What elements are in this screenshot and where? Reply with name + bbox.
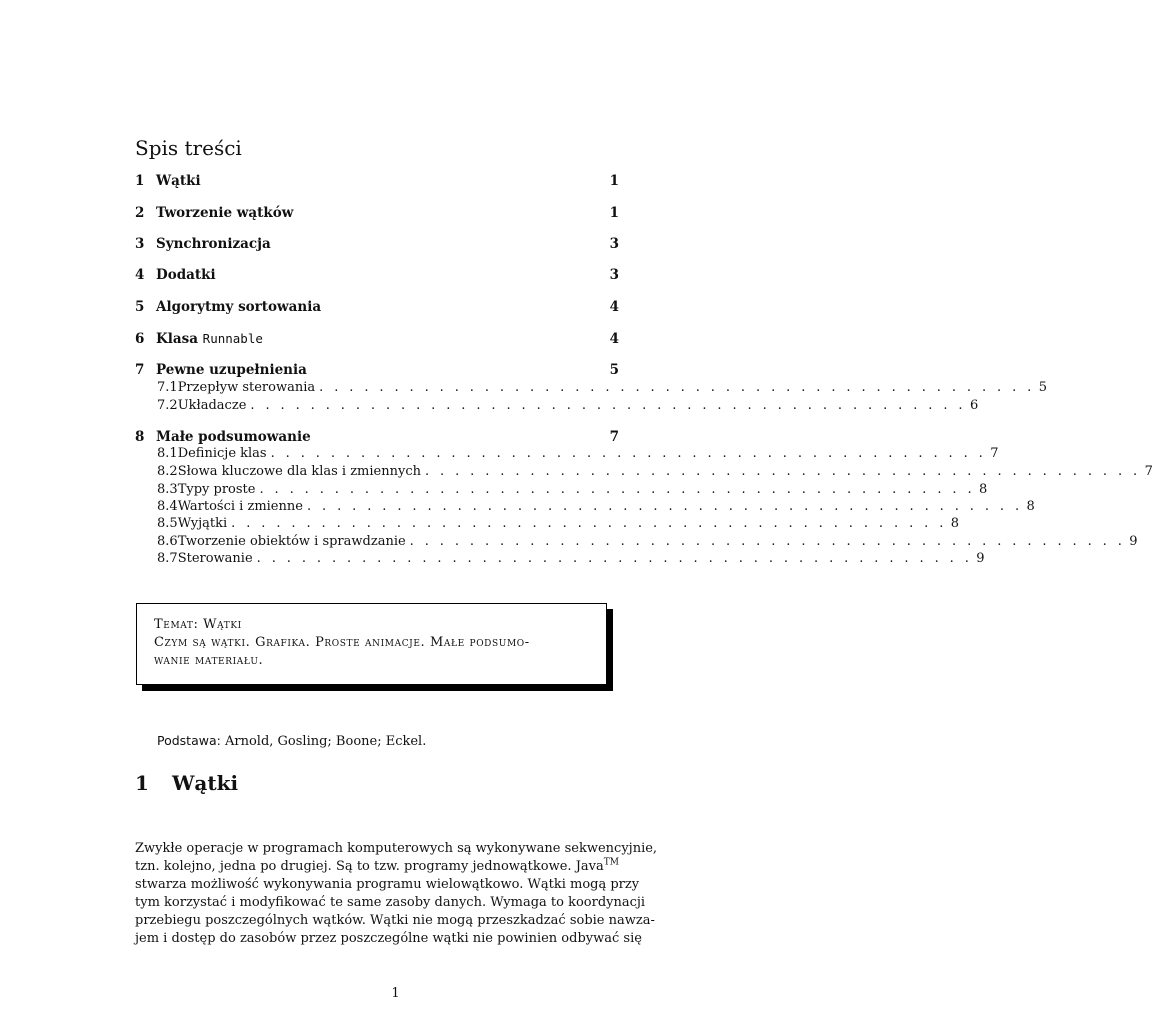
toc-subentry-title: Definicje klas	[177, 446, 267, 461]
toc-subentry-title: Sterowanie	[177, 551, 253, 566]
toc-subentry[interactable]	[157, 380, 1047, 395]
toc-entry-code: Runnable	[202, 331, 263, 346]
toc-subentry-number: 8.6	[157, 534, 178, 549]
toc-entry[interactable]	[135, 173, 619, 189]
toc-entry[interactable]	[135, 236, 619, 252]
toc-entry-page: 1	[609, 173, 619, 189]
toc-entry-number: 1	[135, 173, 145, 189]
toc-entry-page: 3	[609, 267, 619, 283]
toc-entry-page: 7	[609, 429, 619, 445]
topic-line: Czym są wątki. Grafika. Proste animacje. Małe podsumo-	[154, 635, 530, 650]
toc-subentry[interactable]	[157, 464, 1153, 479]
toc-entry-number: 3	[135, 236, 145, 252]
toc-entry-title-text: Klasa	[156, 331, 198, 347]
toc-subentry-page: 5	[1038, 380, 1047, 395]
toc-subentry-number: 8.4	[157, 499, 178, 514]
toc-entry-page: 5	[609, 362, 619, 378]
toc-entry-title: Tworzenie wątków	[156, 205, 294, 221]
toc-entry-page: 1	[609, 205, 619, 221]
topic-box	[136, 603, 607, 685]
toc-subentry-page: 7	[990, 446, 999, 461]
toc-leader-dots: . . . . . . . . . . . . . . . . . . . . . . . . . . . . . . . . . . . . . . . . . . . . . . . .	[231, 516, 947, 531]
toc-entry-page: 3	[609, 236, 619, 252]
toc-leader-dots: . . . . . . . . . . . . . . . . . . . . . . . . . . . . . . . . . . . . . . . . . . . . . . . .	[270, 446, 987, 461]
section-title: Wątki	[171, 771, 239, 795]
toc-subentry-title: Tworzenie obiektów i sprawdzanie	[177, 534, 406, 549]
basis-label: Podstawa:	[157, 733, 221, 748]
toc-subentry-title: Typy proste	[177, 482, 256, 497]
toc-subentry-number: 8.1	[157, 446, 178, 461]
toc-entry[interactable]	[135, 362, 619, 378]
toc-entry-number: 5	[135, 299, 145, 315]
toc-subentry[interactable]	[157, 516, 960, 531]
toc-title: Spis treści	[135, 136, 242, 160]
toc-subentry-page: 6	[969, 398, 979, 413]
toc-subentry-title: Układacze	[177, 398, 247, 413]
paragraph-line: jem i dostęp do zasobów przez poszczególne wątki nie powinien odbywać się	[135, 931, 642, 946]
toc-leader-dots: . . . . . . . . . . . . . . . . . . . . . . . . . . . . . . . . . . . . . . . . . . . . . . . .	[256, 551, 973, 566]
toc-leader-dots: . . . . . . . . . . . . . . . . . . . . . . . . . . . . . . . . . . . . . . . . . . . . . . . .	[306, 499, 1023, 514]
toc-subentry[interactable]	[157, 398, 979, 413]
paragraph-line	[135, 858, 619, 876]
toc-subentry[interactable]	[157, 499, 1035, 514]
section-heading	[135, 771, 238, 795]
paragraph-line: Zwykłe operacje w programach komputerowych są wykonywane sekwencyjnie,	[135, 841, 658, 856]
toc-subentry-page: 8	[979, 482, 988, 497]
toc-leader-dots: . . . . . . . . . . . . . . . . . . . . . . . . . . . . . . . . . . . . . . . . . . . . . . . .	[424, 464, 1141, 479]
toc-subentry-title: Przepływ sterowania	[177, 380, 316, 395]
toc-entry[interactable]	[135, 205, 619, 221]
toc-entry-title	[156, 331, 263, 347]
toc-subentry-number: 8.5	[157, 516, 178, 531]
toc-entry[interactable]	[135, 331, 619, 347]
toc-subentry-number: 7.2	[157, 398, 178, 413]
toc-subentry-title: Wyjątki	[177, 516, 228, 531]
paragraph-line-text: tzn. kolejno, jedna po drugiej. Są to tzw. programy jednowątkowe. Java	[135, 859, 604, 874]
toc-subentry-number: 8.3	[157, 482, 178, 497]
paragraph-line: stwarza możliwość wykonywania programu wielowątkowo. Wątki mogą przy	[135, 877, 640, 892]
toc-leader-dots: . . . . . . . . . . . . . . . . . . . . . . . . . . . . . . . . . . . . . . . . . . . . . . . .	[250, 398, 966, 413]
body-paragraph	[135, 840, 658, 948]
topic-line: wanie materiału.	[154, 653, 264, 668]
toc-subentry-page: 7	[1144, 464, 1153, 479]
toc-entry[interactable]	[135, 299, 619, 315]
toc-entry-title: Wątki	[156, 173, 201, 189]
topic-line: Temat: Wątki	[154, 617, 242, 632]
toc-subentry[interactable]	[157, 534, 1138, 549]
toc-subentry-number: 8.7	[157, 551, 178, 566]
toc-entry[interactable]	[135, 267, 619, 283]
toc-entry-title: Pewne uzupełnienia	[156, 362, 307, 378]
toc-subentry[interactable]	[157, 482, 988, 497]
basis-text: Arnold, Gosling; Boone; Eckel.	[224, 734, 427, 749]
toc-subentry-number: 7.1	[157, 380, 178, 395]
toc-subentry-page: 8	[1026, 499, 1035, 514]
toc-entry-number: 7	[135, 362, 145, 378]
toc-entry-number: 8	[135, 429, 145, 445]
toc-subentry-title: Wartości i zmienne	[177, 499, 303, 514]
toc-leader-dots: . . . . . . . . . . . . . . . . . . . . . . . . . . . . . . . . . . . . . . . . . . . . . . . .	[259, 482, 976, 497]
section-number: 1	[135, 771, 149, 795]
paragraph-line: tym korzystać i modyfikować te same zasoby danych. Wymaga to koordynacji	[135, 895, 646, 910]
toc-subentry-page: 9	[1129, 534, 1138, 549]
toc-entry-number: 4	[135, 267, 145, 283]
toc-entry[interactable]	[135, 429, 619, 445]
toc-subentry-page: 8	[950, 516, 960, 531]
basis-line	[157, 733, 426, 749]
toc-entry-page: 4	[609, 299, 619, 315]
toc-entry-page: 4	[609, 331, 619, 347]
page-number: 1	[391, 986, 400, 1001]
toc-leader-dots: . . . . . . . . . . . . . . . . . . . . . . . . . . . . . . . . . . . . . . . . . . . . . . . .	[319, 380, 1035, 395]
toc-leader-dots: . . . . . . . . . . . . . . . . . . . . . . . . . . . . . . . . . . . . . . . . . . . . . . . .	[409, 534, 1126, 549]
toc-subentry-page: 9	[976, 551, 985, 566]
paragraph-line: przebiegu poszczególnych wątków. Wątki nie mogą przeszkadzać sobie nawza-	[135, 913, 655, 928]
toc-entry-title: Małe podsumowanie	[156, 429, 311, 445]
toc-entry-number: 6	[135, 331, 145, 347]
toc-subentry[interactable]	[157, 446, 999, 461]
toc-entry-title: Dodatki	[156, 267, 216, 283]
toc-subentry-title: Słowa kluczowe dla klas i zmiennych	[177, 464, 421, 479]
toc-entry-number: 2	[135, 205, 145, 221]
toc-entry-title: Algorytmy sortowania	[156, 299, 322, 315]
toc-subentry-number: 8.2	[157, 464, 178, 479]
toc-subentry[interactable]	[157, 551, 985, 566]
trademark-superscript: TM	[603, 857, 619, 868]
toc-entry-title: Synchronizacja	[156, 236, 271, 252]
